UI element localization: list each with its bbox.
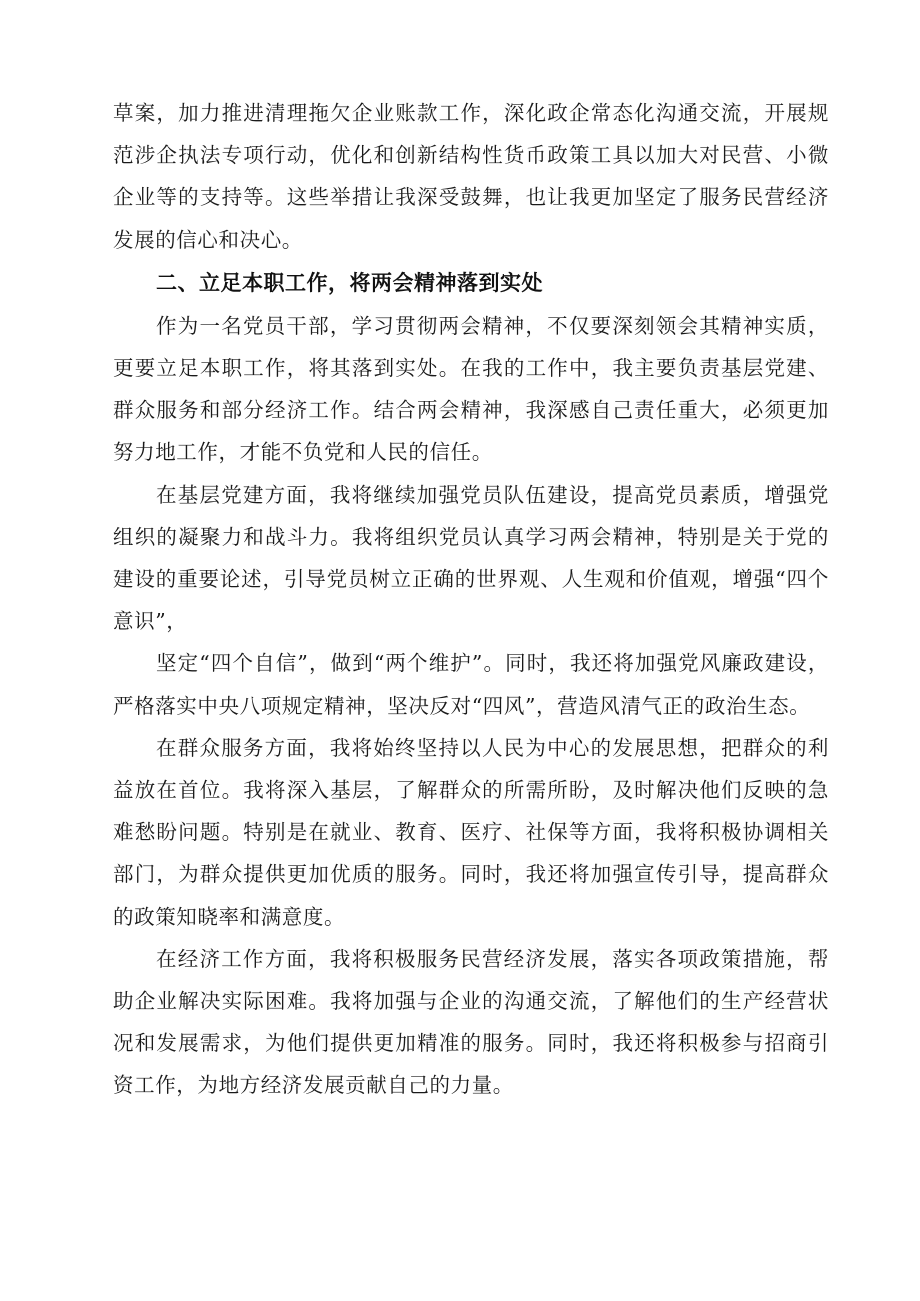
paragraph-intro: 作为一名党员干部，学习贯彻两会精神，不仅要深刻领会其精神实质，更要立足本职工作，将其落到实处。在我的工作中，我主要负责基层党建、群众服务和部分经济工作。结合两会精神，我深感自己责任重大，必须更加努力地工作，才能不负党和人民的信任。 bbox=[113, 313, 829, 465]
paragraph-continuation: 草案，加力推进清理拖欠企业账款工作，深化政企常态化沟通交流，开展规范涉企执法专项行动，优化和创新结构性货币政策工具以加大对民营、小微企业等的支持等。这些举措让我深受鼓舞，也让我更加坚定了服务民营经济发展的信心和决心。 bbox=[113, 101, 829, 252]
paragraph-party-building: 在基层党建方面，我将继续加强党员队伍建设，提高党员素质，增强党组织的凝聚力和战斗力。我将组织党员认真学习两会精神，特别是关于党的建设的重要论述，引导党员树立正确的世界观、人生观和价值观，增强“四个意识”， bbox=[113, 482, 829, 634]
paragraph-public-service: 在群众服务方面，我将始终坚持以人民为中心的发展思想，把群众的利益放在首位。我将深入基层，了解群众的所需所盼，及时解决他们反映的急难愁盼问题。特别是在就业、教育、医疗、社保等方面，我将积极协调相关部门，为群众提供更加优质的服务。同时，我还将加强宣传引导，提高群众的政策知晓率和满意度。 bbox=[113, 735, 829, 929]
paragraph-four-confidences: 坚定“四个自信”，做到“两个维护”。同时，我还将加强党风廉政建设，严格落实中央八项规定精神，坚决反对“四风”，营造风清气正的政治生态。 bbox=[113, 651, 829, 718]
paragraph-economic-work: 在经济工作方面，我将积极服务民营经济发展，落实各项政策措施，帮助企业解决实际困难。我将加强与企业的沟通交流，了解他们的生产经营状况和发展需求，为他们提供更加精准的服务。同时，我还将积极参与招商引资工作，为地方经济发展贡献自己的力量。 bbox=[113, 946, 829, 1098]
document-body bbox=[113, 92, 829, 1107]
section-heading: 二、立足本职工作，将两会精神落到实处 bbox=[156, 270, 543, 295]
